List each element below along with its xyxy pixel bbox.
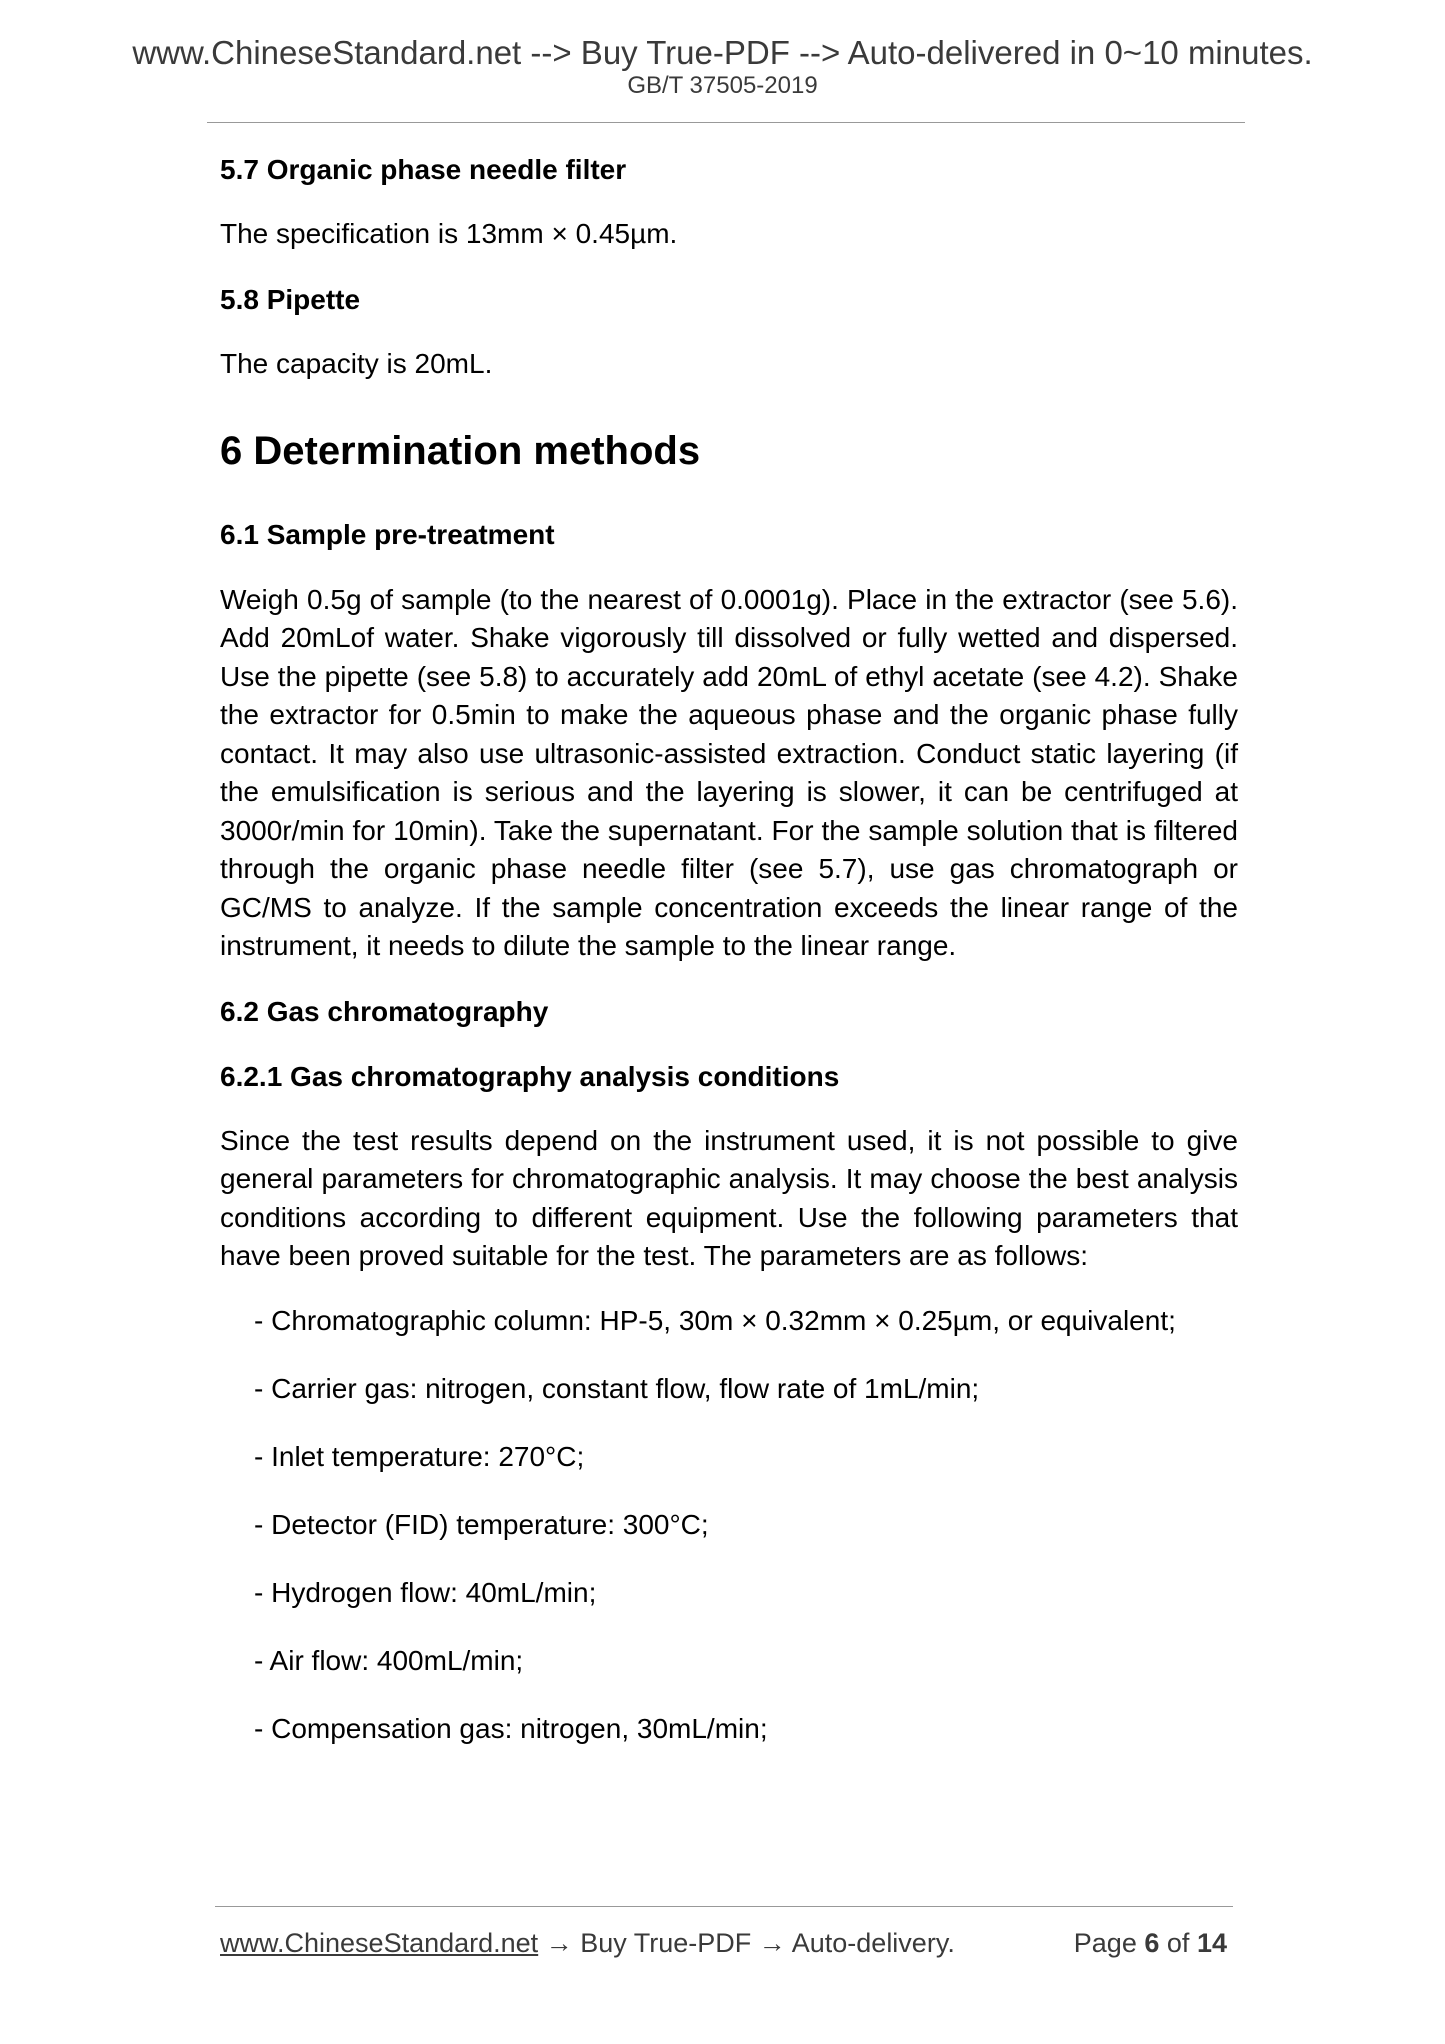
footer-links [220,1928,955,1959]
list-item: - Hydrogen flow: 40mL/min; [254,1576,597,1608]
heading-6: 6 Determination methods [220,429,701,474]
page-total: 14 [1196,1928,1227,1958]
paragraph-5-7: The specification is 13mm × 0.45µm. [220,218,678,250]
heading-6-1: 6.1 Sample pre-treatment [220,519,555,551]
page-number [1074,1928,1227,1959]
list-item: - Chromatographic column: HP-5, 30m × 0.32mm × 0.25µm, or equivalent; [254,1304,1176,1336]
header-divider [207,122,1245,123]
list-item: - Compensation gas: nitrogen, 30mL/min; [254,1712,768,1744]
paragraph-5-8: The capacity is 20mL. [220,347,493,379]
document-id: GB/T 37505-2019 [627,72,818,99]
footer-site-link[interactable]: www.ChineseStandard.net [220,1928,539,1958]
heading-5-7: 5.7 Organic phase needle filter [220,154,627,185]
heading-6-2-1: 6.2.1 Gas chromatography analysis conditions [220,1060,840,1092]
list-item: - Carrier gas: nitrogen, constant flow, flow rate of 1mL/min; [254,1372,980,1404]
header-banner: www.ChineseStandard.net --> Buy True-PDF --> Auto-delivered in 0~10 minutes. [132,34,1313,71]
footer-tagline: → Buy True-PDF → Auto-delivery. [538,1928,955,1958]
page-of: of [1166,1928,1190,1958]
paragraph-6-1: Weigh 0.5g of sample (to the nearest of 0.0001g). Place in the extractor (see 5.6). Add 20mLof water. Shake vigorously till dissolved or fully wetted and dispersed. Use the pipette (see 5.8) to accurately add 20mL of ethyl acetate (see 4.2). Shake the extractor for 0.5min to make the aqueous phase and the organic phase fully contact. It may also use ultrasonic-assisted extraction. Conduct static layering (if the emulsification is serious and the layering is slower, it can be centrifuged at 3000r/min for 10min). Take the supernatant. For the sample solution that is filtered through the organic phase needle filter (see 5.7), use gas chromatograph or GC/MS to analyze. If the sample concentration exceeds the linear range of the instrument, it needs to dilute the sample to the linear range. [220,583,1238,962]
list-item: - Detector (FID) temperature: 300°C; [254,1508,709,1540]
parameter-list [220,1302,1238,1748]
heading-6-2: 6.2 Gas chromatography [220,995,549,1027]
list-item: - Air flow: 400mL/min; [254,1644,524,1676]
footer-divider [215,1906,1233,1907]
paragraph-6-2-1: Since the test results depend on the instrument used, it is not possible to give general parameters for chromatographic analysis. It may choose the best analysis conditions according to different equipment. Use the following parameters that have been proved suitable for the test. The parameters are as follows: [220,1124,1238,1272]
list-item: - Inlet temperature: 270°C; [254,1440,585,1472]
heading-5-8: 5.8 Pipette [220,283,361,315]
page-label: Page [1073,1928,1137,1958]
page-content [220,150,1238,1778]
page-current: 6 [1144,1928,1160,1958]
